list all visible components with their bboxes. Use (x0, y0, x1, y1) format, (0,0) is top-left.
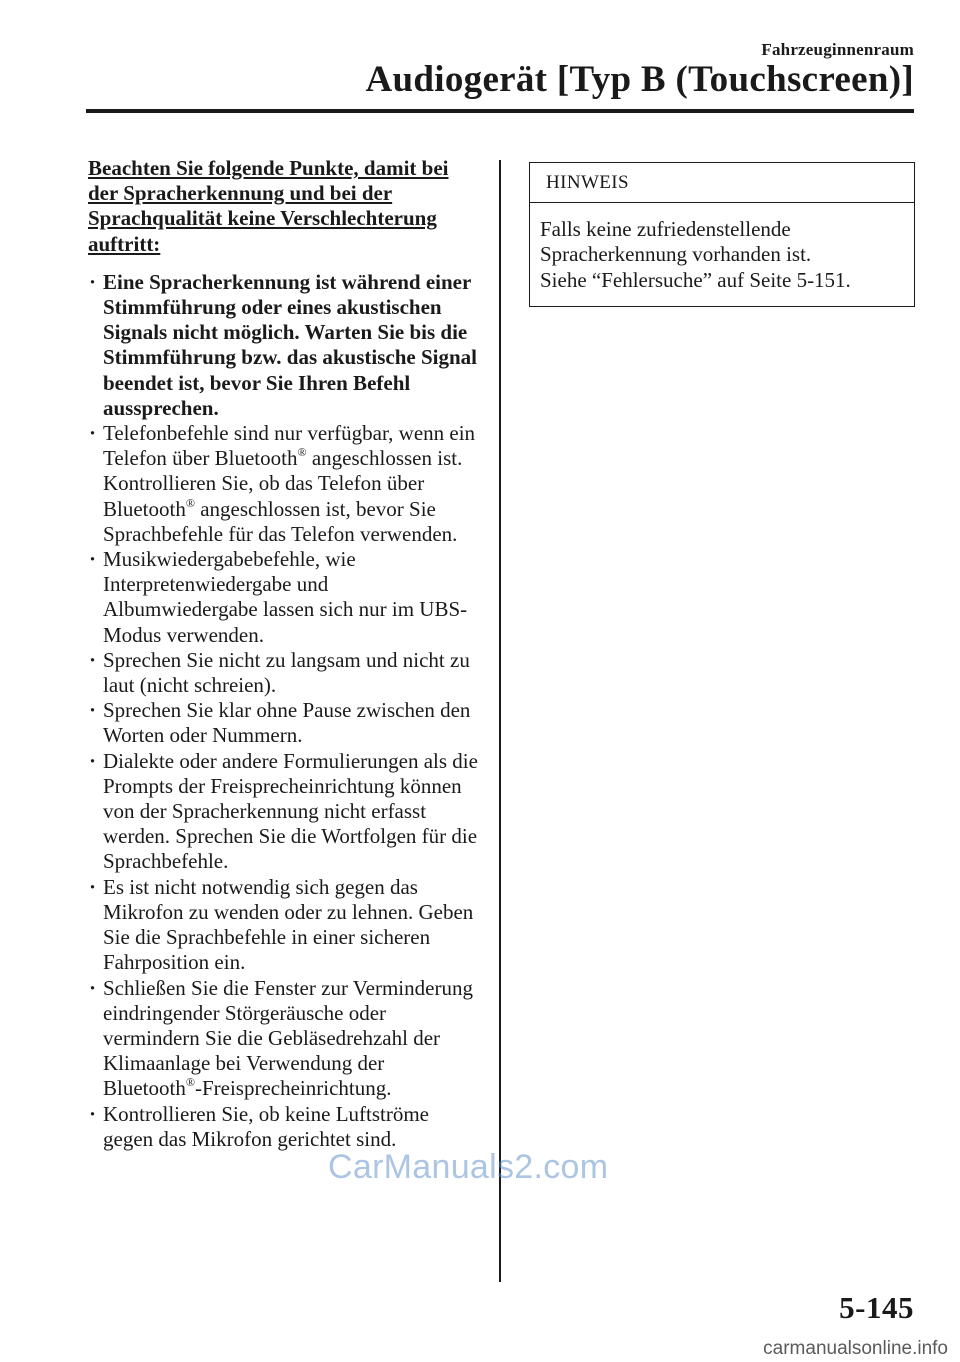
list-item: · Sprechen Sie nicht zu langsam und nicht zu laut (nicht schreien). (88, 648, 484, 698)
list-item-text: Schließen Sie die Fenster zur Verminderung eindringender Störgeräusche oder vermindern Sie die Gebläsedrehzahl der Klimaanlage bei Verwendung der Bluetooth (103, 975, 473, 1101)
list-item: · Dialekte oder andere Formulierungen als die Prompts der Freisprecheinrichtung können von der Spracherkennung nicht erfasst werden. Sprechen Sie die Wortfolgen für die Sprachbefehle. (88, 749, 484, 875)
section-label: Fahrzeuginnenraum (761, 40, 914, 59)
page-number: 5-145 (839, 1290, 914, 1325)
list-item: · Eine Spracherkennung ist während einer Stimmführung oder eines akustischen Signals nicht möglich. Warten Sie bis die Stimmführung bzw. das akustische Signal beendet ist, bevor Sie Ihren Befehl aussprechen. (88, 270, 484, 421)
list-item-text: -Freisprecheinrichtung. (194, 1076, 392, 1101)
note-line: Siehe “Fehlersuche” auf Seite 5-151. (540, 267, 851, 292)
list-item (88, 421, 484, 547)
note-line: Spracherkennung vorhanden ist. (540, 242, 812, 267)
left-column (88, 156, 484, 1152)
list-item: · Sprechen Sie klar ohne Pause zwischen den Worten oder Nummern. (88, 698, 484, 748)
column-divider (499, 160, 501, 1282)
list-item: · Kontrollieren Sie, ob keine Luftströme gegen das Mikrofon gerichtet sind. (88, 1102, 484, 1152)
list-item: · Es ist nicht notwendig sich gegen das Mikrofon zu wenden oder zu lehnen. Geben Sie die Sprachbefehle in einer sicheren Fahrposition ein. (88, 875, 484, 976)
intro-heading: Beachten Sie folgende Punkte, damit bei der Spracherkennung und bei der Sprachqualität keine Verschlechterung auftritt: (88, 156, 449, 256)
list-item-text: angeschlossen ist, bevor Sie Sprachbefehle für das Telefon verwenden. (103, 496, 458, 546)
header-rule (86, 109, 914, 113)
page-title: Audiogerät [Typ B (Touchscreen)] (365, 59, 914, 100)
list-item-text: angeschlossen ist. Kontrollieren Sie, ob das Telefon über Bluetooth (103, 446, 463, 521)
registered-mark: ® (297, 445, 307, 460)
list-item-text: Telefonbefehle sind nur verfügbar, wenn ein Telefon über Bluetooth (103, 421, 476, 471)
note-line: Falls keine zufriedenstellende (540, 217, 791, 241)
note-heading: HINWEIS (530, 163, 914, 203)
bullet-list (88, 270, 484, 1152)
footer-site: carmanualsonline.info (763, 1338, 948, 1359)
watermark: CarManuals2.com (328, 1148, 609, 1186)
note-body (530, 203, 914, 293)
registered-mark: ® (185, 1075, 195, 1090)
list-item: · Musikwiedergabebefehle, wie Interpretenwiedergabe und Albumwiedergabe lassen sich nur im UBS-Modus verwenden. (88, 547, 484, 648)
note-box (529, 162, 915, 307)
list-item (88, 976, 484, 1102)
registered-mark: ® (185, 495, 195, 510)
